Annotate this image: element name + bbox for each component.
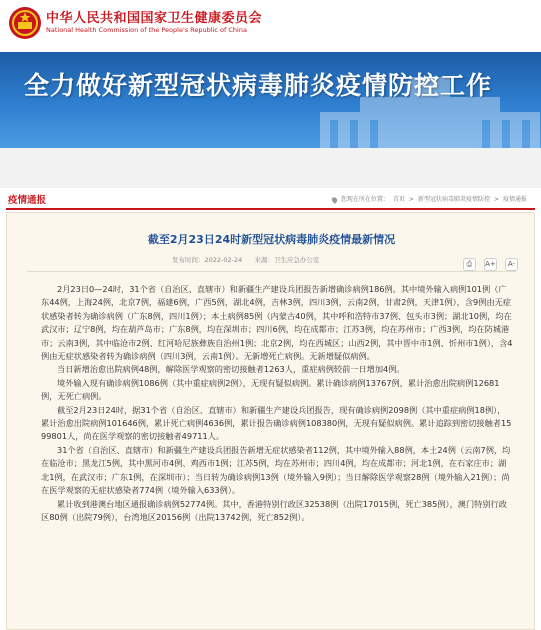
article-body <box>41 283 513 524</box>
article-meta <box>172 255 329 264</box>
publish-date: 发布时间：2022-02-24 <box>172 256 243 264</box>
national-emblem-icon[interactable] <box>8 6 42 40</box>
location-pin-icon <box>330 196 338 204</box>
font-minus-icon[interactable]: A- <box>505 258 518 271</box>
paragraph: 31个省（自治区、直辖市）和新疆生产建设兵团报告新增无症状感染者112例，其中境外输入88例，本土24例（云南7例，均在临沧市；黑龙江5例，其中黑河市4例、鸡西市1例；江苏5例，均在苏州市；四川4例，均在成都市；河北1例，在石家庄市；湖北1例，在武汉市；广东1例，在深圳市）；当日转为确诊病例13例（境外输入9例）；当日解除医学观察28例（境外输入21例）；尚在医学观察的无症状感染者774例（境外输入633例）。 <box>41 444 511 496</box>
breadcrumb-current[interactable]: 疫情通报 <box>502 196 527 203</box>
paragraph: 境外输入现有确诊病例1086例（其中重症病例2例），无现有疑似病例。累计确诊病例13767例，累计治愈出院病例12681例，无死亡病例。 <box>41 377 500 402</box>
article-tools <box>460 251 518 271</box>
paragraph: 截至2月23日24时，据31个省（自治区、直辖市）和新疆生产建设兵团报告，现有确诊病例2098例（其中重症病例18例），累计治愈出院病例101646例，累计死亡病例4636例，累计报告确诊病例108380例，无现有疑似病例。累计追踪到密切接触者1599801人，尚在医学观察的密切接触者49711人。 <box>41 404 512 442</box>
font-plus-icon[interactable]: A+ <box>484 258 497 271</box>
org-name-english: National Health Commission of the People's Republic of China <box>46 26 247 34</box>
banner-title: 全力做好新型冠状病毒肺炎疫情防控工作 <box>24 71 493 100</box>
breadcrumb-prefix: 您现在所在位置： <box>340 196 389 203</box>
org-name-chinese[interactable]: 中华人民共和国国家卫生健康委员会 <box>46 11 263 26</box>
banner <box>0 52 541 148</box>
article-source: 来源：卫生应急办公室 <box>254 256 320 264</box>
site-header <box>0 0 541 52</box>
breadcrumb-bar <box>6 188 535 210</box>
breadcrumb-separator: > <box>408 196 414 203</box>
breadcrumb-home[interactable]: 首页 <box>392 196 405 203</box>
header-spacer <box>0 148 541 188</box>
title-divider <box>27 271 516 272</box>
paragraph: 2月23日0—24时，31个省（自治区、直辖市）和新疆生产建设兵团报告新增确诊病例186例。其中境外输入病例101例（广东44例，上海24例，北京7例，福建6例，广西5例，湖北4例，吉林3例，四川3例，云南2例，甘肃2例，天津1例），含9例由无症状感染者转为确诊病例（广东8例，四川1例）；本土病例85例（内蒙古40例，其中呼和浩特市37例、包头市3例；湖北10例，均在武汉市；辽宁8例，均在葫芦岛市；广东8例，均在深圳市；四川6例，均在成都市；江苏3例，均在苏州市；广西3例，均在防城港市；云南3例，其中临沧市2例、红河哈尼族彝族自治州1例；北京2例，均在西城区；山西2例，其中晋中市1例、忻州市1例），含4例由无症状感染者转为确诊病例（四川3例，云南1例）。无新增死亡病例。无新增疑似病例。 <box>41 284 513 362</box>
breadcrumb-separator: > <box>493 196 499 203</box>
paragraph: 累计收到港澳台地区通报确诊病例52774例。其中，香港特别行政区32538例（出院17015例，死亡385例），澳门特别行政区80例（出院79例），台湾地区20156例（出院13742例，死亡852例）。 <box>41 498 507 522</box>
breadcrumb <box>330 194 529 203</box>
section-label: 疫情通报 <box>8 195 47 206</box>
article-panel <box>6 212 535 630</box>
article-title: 截至2月23日24时新型冠状病毒肺炎疫情最新情况 <box>147 233 396 246</box>
print-icon[interactable]: ⎙ <box>463 258 476 271</box>
paragraph: 当日新增治愈出院病例48例，解除医学观察的密切接触者1263人，重症病例较前一日增加4例。 <box>57 364 405 375</box>
breadcrumb-covid[interactable]: 新型冠状病毒肺炎疫情防控 <box>417 196 490 203</box>
